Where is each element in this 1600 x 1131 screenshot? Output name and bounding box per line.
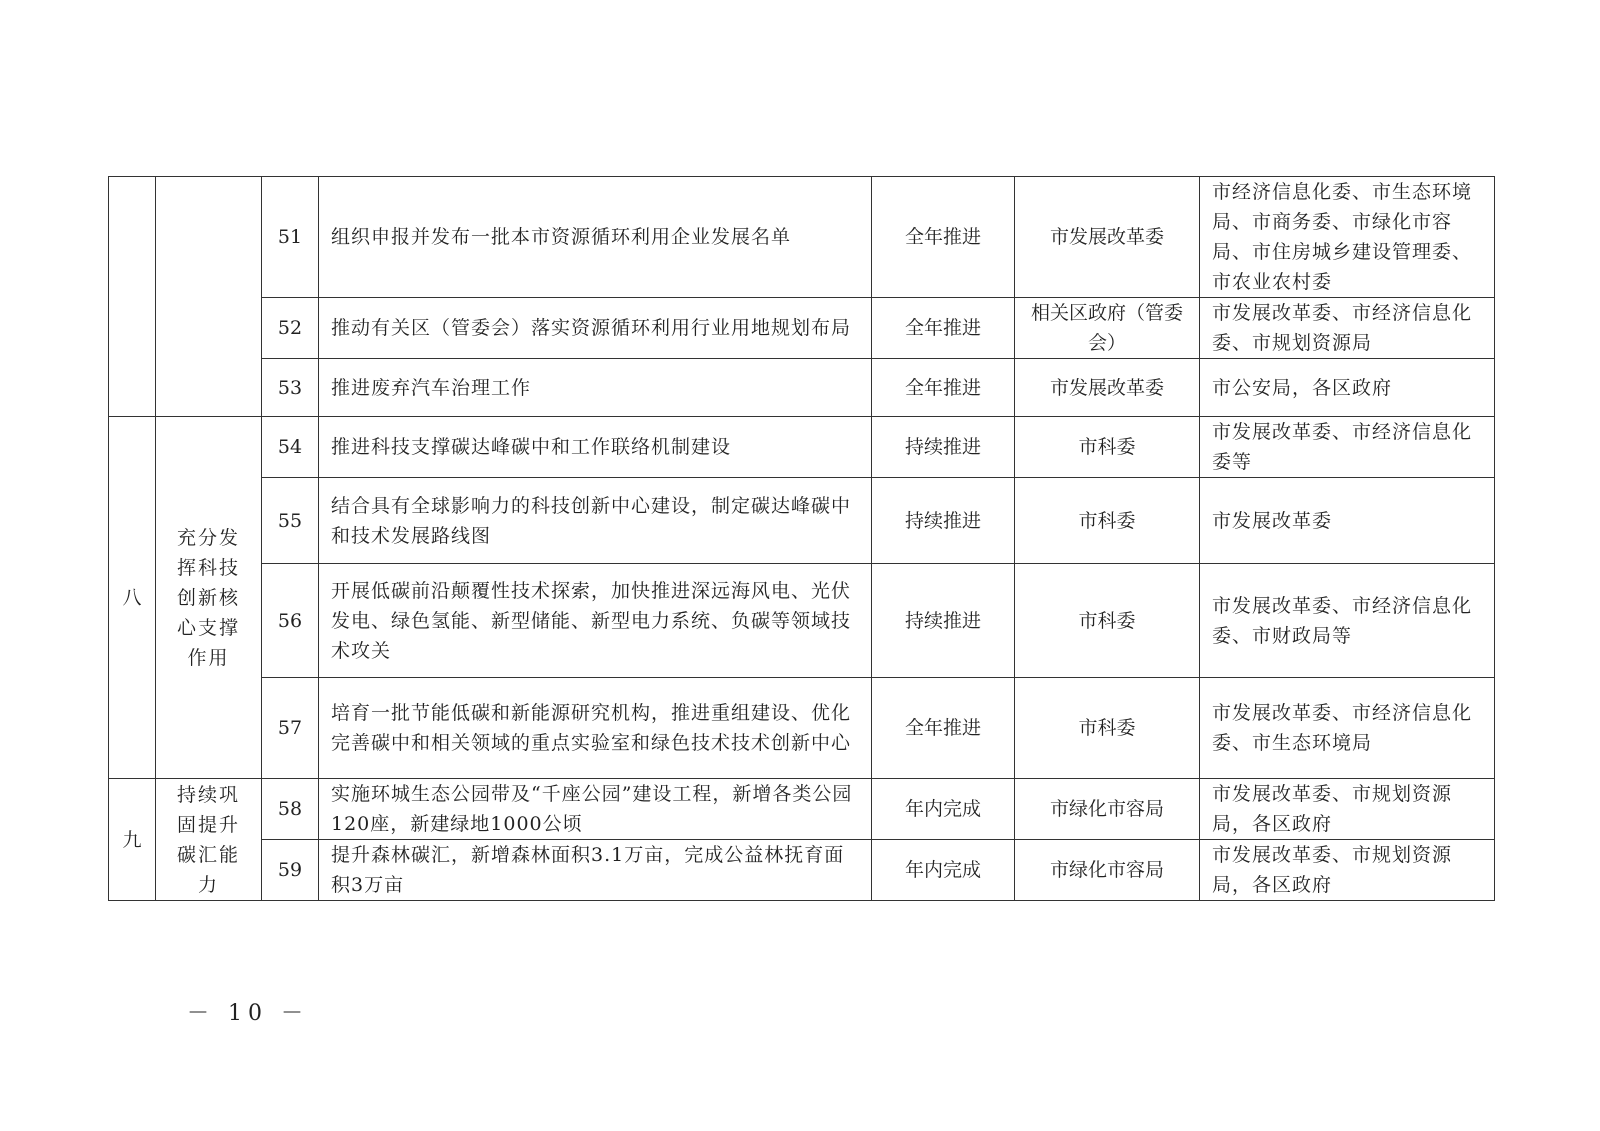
row-number: 56 bbox=[262, 564, 319, 678]
timeline-cell: 全年推进 bbox=[872, 177, 1015, 298]
lead-unit-cell: 相关区政府（管委会） bbox=[1015, 298, 1200, 359]
lead-unit-cell: 市绿化市容局 bbox=[1015, 840, 1200, 901]
timeline-cell: 全年推进 bbox=[872, 359, 1015, 417]
row-number: 59 bbox=[262, 840, 319, 901]
group-category-cell bbox=[156, 177, 262, 417]
lead-unit-cell: 市绿化市容局 bbox=[1015, 779, 1200, 840]
lead-unit-cell: 市发展改革委 bbox=[1015, 177, 1200, 298]
table-row bbox=[109, 478, 1495, 564]
table-row bbox=[109, 417, 1495, 478]
task-description: 提升森林碳汇，新增森林面积3.1万亩，完成公益林抚育面积3万亩 bbox=[319, 840, 872, 901]
group-number-cell bbox=[109, 177, 156, 417]
related-units-cell: 市发展改革委、市规划资源局，各区政府 bbox=[1200, 840, 1495, 901]
row-number: 58 bbox=[262, 779, 319, 840]
related-units-cell: 市发展改革委、市规划资源局，各区政府 bbox=[1200, 779, 1495, 840]
task-description: 推进废弃汽车治理工作 bbox=[319, 359, 872, 417]
related-units-cell: 市发展改革委、市经济信息化委、市生态环境局 bbox=[1200, 678, 1495, 779]
row-number: 55 bbox=[262, 478, 319, 564]
group-category-cell: 充分发挥科技创新核心支撑作用 bbox=[156, 417, 262, 779]
table-row bbox=[109, 298, 1495, 359]
page-number: － 10 － bbox=[187, 1001, 309, 1026]
lead-unit-cell: 市发展改革委 bbox=[1015, 359, 1200, 417]
lead-unit-cell: 市科委 bbox=[1015, 678, 1200, 779]
task-description: 推进科技支撑碳达峰碳中和工作联络机制建设 bbox=[319, 417, 872, 478]
task-description: 实施环城生态公园带及“千座公园”建设工程，新增各类公园120座，新建绿地1000公顷 bbox=[319, 779, 872, 840]
table-row bbox=[109, 840, 1495, 901]
timeline-cell: 持续推进 bbox=[872, 478, 1015, 564]
group-category-cell: 持续巩固提升碳汇能力 bbox=[156, 779, 262, 901]
group-number-cell: 八 bbox=[109, 417, 156, 779]
row-number: 51 bbox=[262, 177, 319, 298]
lead-unit-cell: 市科委 bbox=[1015, 564, 1200, 678]
table-row bbox=[109, 564, 1495, 678]
timeline-cell: 全年推进 bbox=[872, 298, 1015, 359]
timeline-cell: 持续推进 bbox=[872, 417, 1015, 478]
timeline-cell: 持续推进 bbox=[872, 564, 1015, 678]
timeline-cell: 全年推进 bbox=[872, 678, 1015, 779]
row-number: 53 bbox=[262, 359, 319, 417]
related-units-cell: 市发展改革委、市经济信息化委、市规划资源局 bbox=[1200, 298, 1495, 359]
related-units-cell: 市公安局，各区政府 bbox=[1200, 359, 1495, 417]
table-row bbox=[109, 359, 1495, 417]
related-units-cell: 市发展改革委、市经济信息化委、市财政局等 bbox=[1200, 564, 1495, 678]
timeline-cell: 年内完成 bbox=[872, 779, 1015, 840]
table-row bbox=[109, 779, 1495, 840]
lead-unit-cell: 市科委 bbox=[1015, 478, 1200, 564]
task-table bbox=[108, 176, 1495, 901]
task-description: 推动有关区（管委会）落实资源循环利用行业用地规划布局 bbox=[319, 298, 872, 359]
row-number: 54 bbox=[262, 417, 319, 478]
task-description: 培育一批节能低碳和新能源研究机构，推进重组建设、优化完善碳中和相关领域的重点实验室和绿色技术技术创新中心 bbox=[319, 678, 872, 779]
group-number-cell: 九 bbox=[109, 779, 156, 901]
task-description: 组织申报并发布一批本市资源循环利用企业发展名单 bbox=[319, 177, 872, 298]
related-units-cell: 市发展改革委 bbox=[1200, 478, 1495, 564]
task-description: 结合具有全球影响力的科技创新中心建设，制定碳达峰碳中和技术发展路线图 bbox=[319, 478, 872, 564]
table-row bbox=[109, 678, 1495, 779]
related-units-cell: 市经济信息化委、市生态环境局、市商务委、市绿化市容局、市住房城乡建设管理委、市农业农村委 bbox=[1200, 177, 1495, 298]
row-number: 57 bbox=[262, 678, 319, 779]
task-description: 开展低碳前沿颠覆性技术探索，加快推进深远海风电、光伏发电、绿色氢能、新型储能、新型电力系统、负碳等领域技术攻关 bbox=[319, 564, 872, 678]
row-number: 52 bbox=[262, 298, 319, 359]
timeline-cell: 年内完成 bbox=[872, 840, 1015, 901]
table-row bbox=[109, 177, 1495, 298]
lead-unit-cell: 市科委 bbox=[1015, 417, 1200, 478]
related-units-cell: 市发展改革委、市经济信息化委等 bbox=[1200, 417, 1495, 478]
